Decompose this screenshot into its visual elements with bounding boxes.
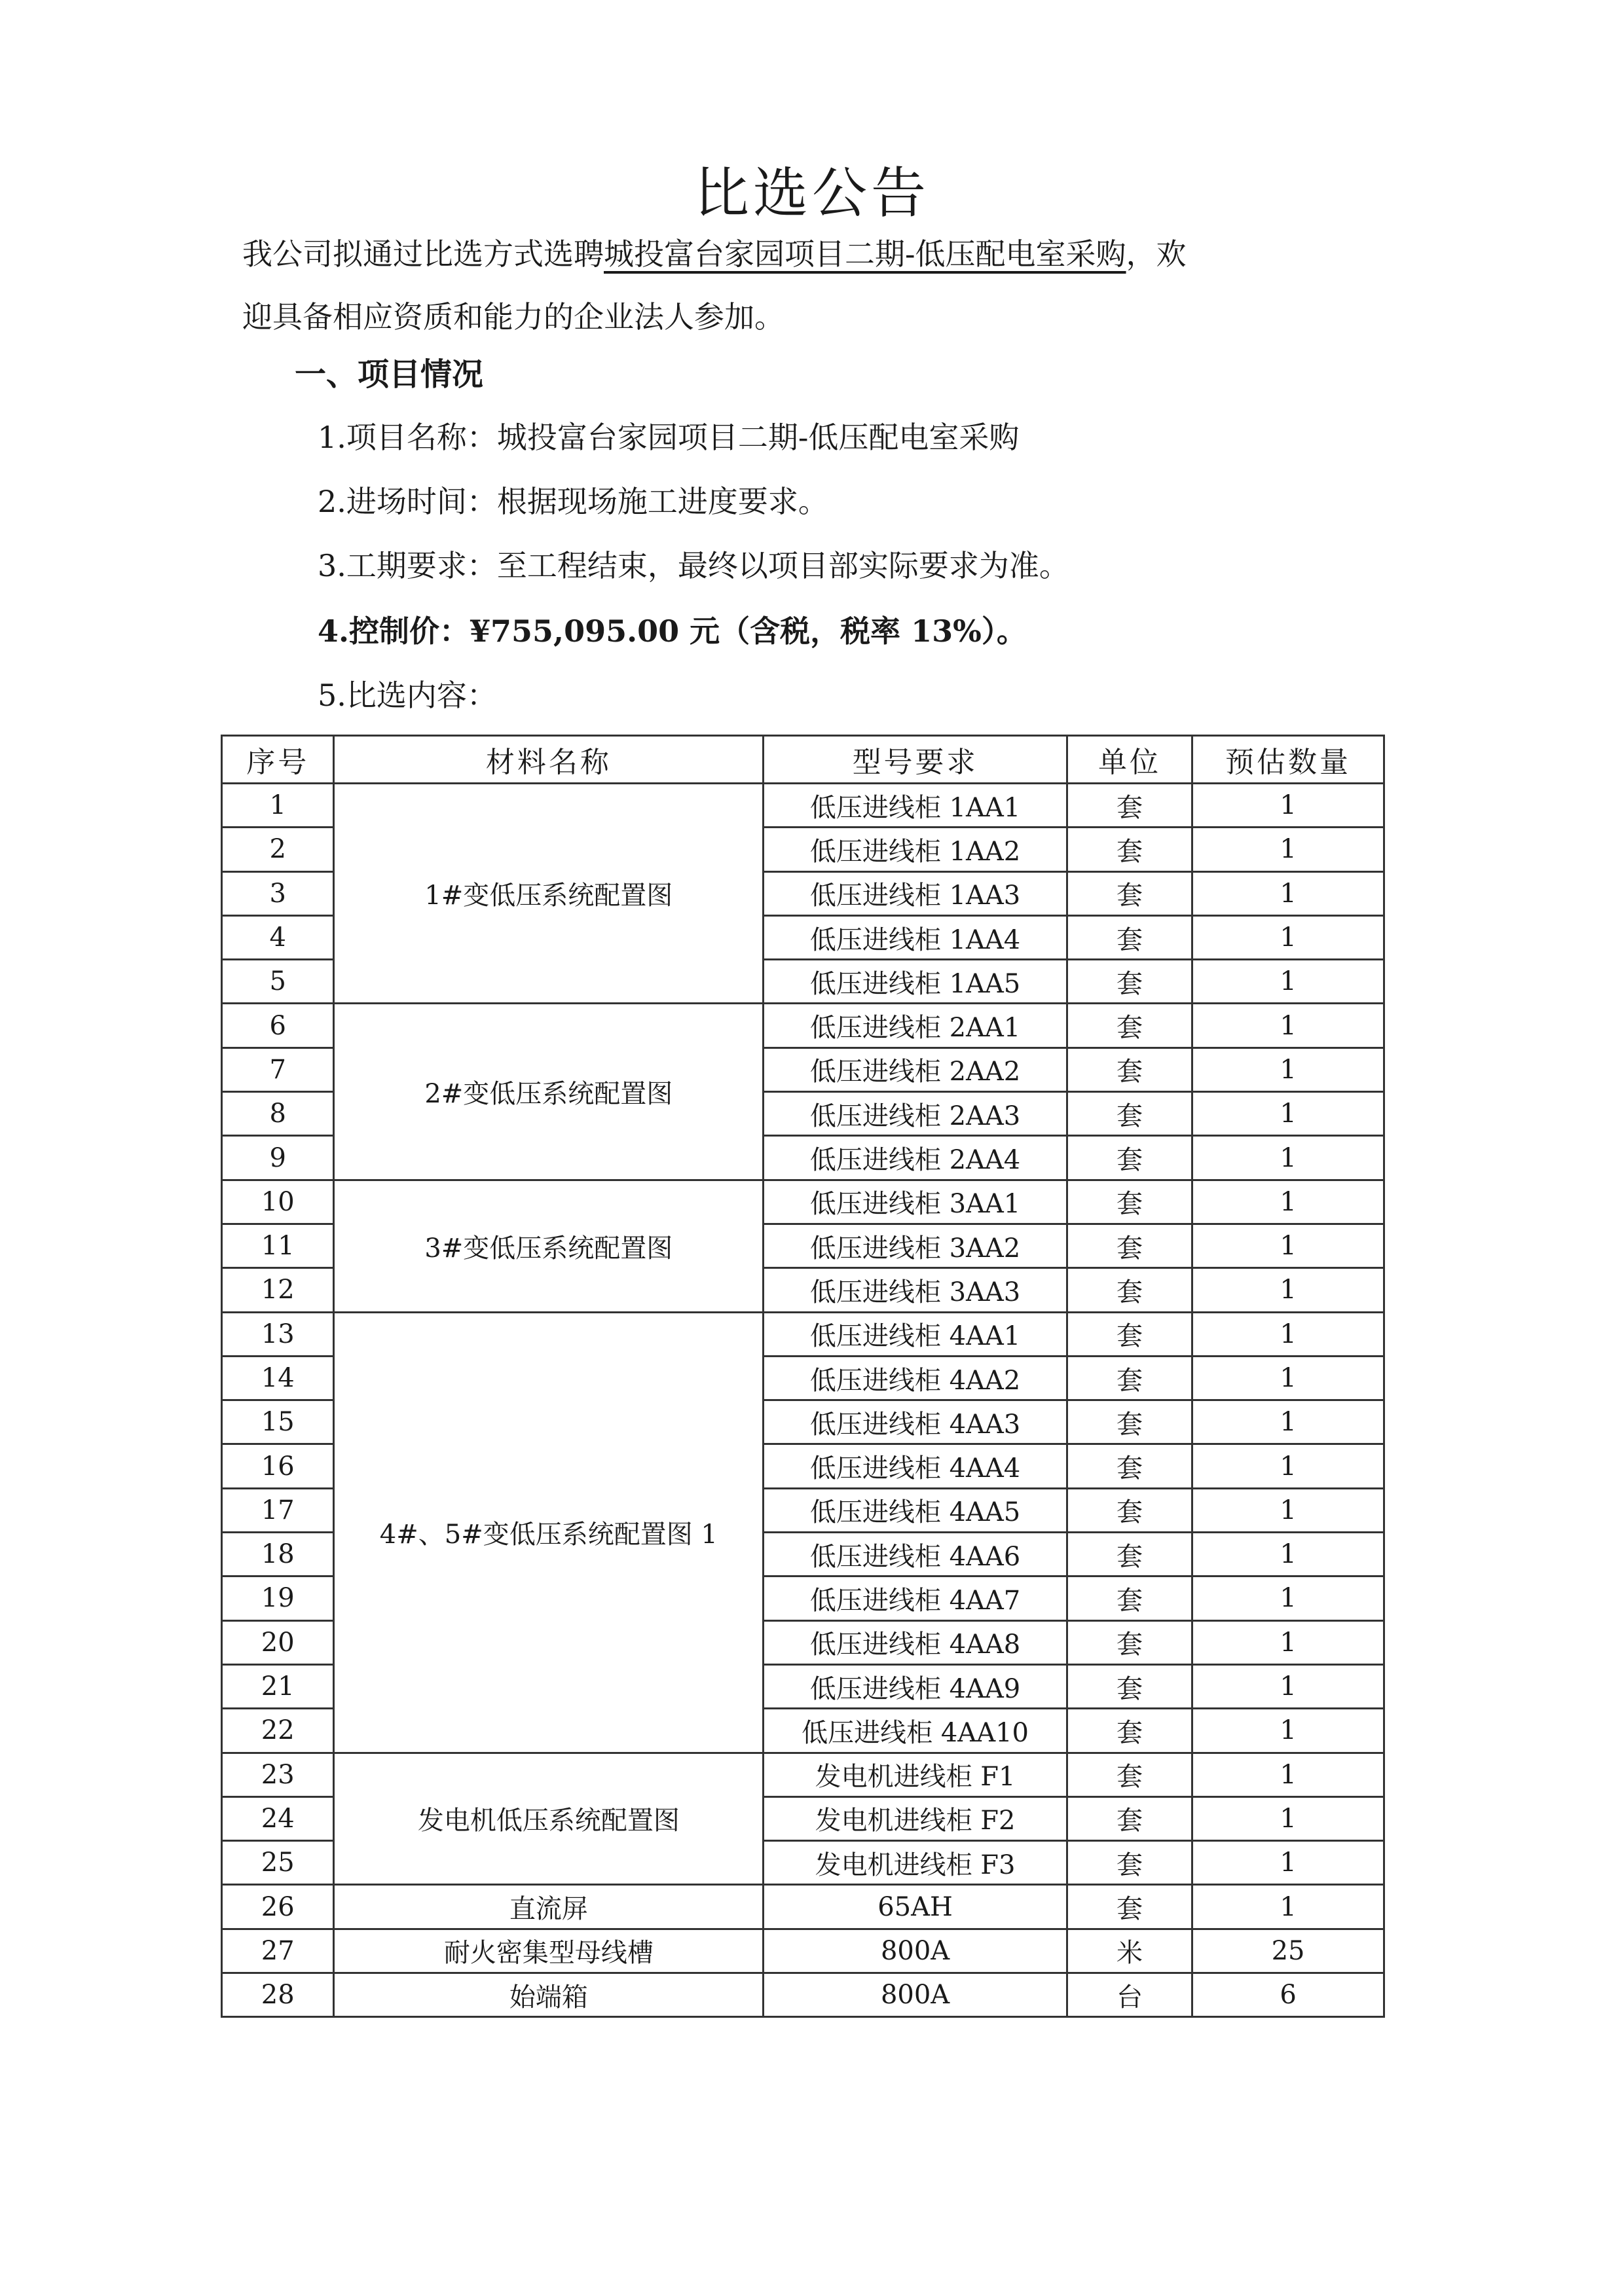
cell-quantity: 1 <box>1192 1885 1384 1929</box>
table-row <box>222 1180 1384 1224</box>
cell-quantity: 1 <box>1192 1180 1384 1224</box>
cell-quantity: 1 <box>1192 1048 1384 1091</box>
cell-quantity: 1 <box>1192 1488 1384 1532</box>
cell-unit: 套 <box>1067 1664 1192 1708</box>
cell-index: 6 <box>222 1004 334 1048</box>
cell-model: 低压进线柜 4AA2 <box>764 1356 1067 1400</box>
table-row <box>222 1753 1384 1796</box>
cell-material-name: 2#变低压系统配置图 <box>334 1004 764 1180</box>
cell-material-name: 4#、5#变低压系统配置图 1 <box>334 1312 764 1753</box>
cell-quantity: 1 <box>1192 1400 1384 1444</box>
cell-unit: 套 <box>1067 1576 1192 1620</box>
item-project-name: 1.项目名称：城投富台家园项目二期-低压配电室采购 <box>318 420 1020 455</box>
cell-quantity: 1 <box>1192 1444 1384 1488</box>
intro-line2: 迎具备相应资质和能力的企业法人参加。 <box>242 299 784 335</box>
cell-quantity: 1 <box>1192 1004 1384 1048</box>
cell-index: 21 <box>222 1664 334 1708</box>
cell-model: 低压进线柜 4AA7 <box>764 1576 1067 1620</box>
cell-quantity: 1 <box>1192 1533 1384 1576</box>
cell-quantity: 1 <box>1192 915 1384 959</box>
cell-model: 低压进线柜 1AA2 <box>764 828 1067 871</box>
cell-material-name: 始端箱 <box>334 1973 764 2017</box>
cell-index: 3 <box>222 871 334 915</box>
cell-model: 低压进线柜 4AA8 <box>764 1620 1067 1664</box>
cell-model: 低压进线柜 4AA9 <box>764 1664 1067 1708</box>
cell-quantity: 1 <box>1192 1664 1384 1708</box>
cell-unit: 套 <box>1067 1753 1192 1796</box>
cell-quantity: 1 <box>1192 1620 1384 1664</box>
cell-material-name: 耐火密集型母线槽 <box>334 1929 764 1973</box>
cell-model: 低压进线柜 4AA1 <box>764 1312 1067 1356</box>
cell-quantity: 1 <box>1192 828 1384 871</box>
cell-unit: 套 <box>1067 1841 1192 1885</box>
cell-unit: 套 <box>1067 1400 1192 1444</box>
cell-model: 低压进线柜 1AA1 <box>764 784 1067 828</box>
cell-index: 17 <box>222 1488 334 1532</box>
materials-table <box>221 735 1385 2018</box>
cell-model: 低压进线柜 4AA10 <box>764 1709 1067 1753</box>
cell-index: 27 <box>222 1929 334 1973</box>
table-row <box>222 1929 1384 1973</box>
item-duration: 3.工期要求：至工程结束，最终以项目部实际要求为准。 <box>318 548 1069 583</box>
cell-quantity: 1 <box>1192 1224 1384 1267</box>
cell-model: 低压进线柜 3AA1 <box>764 1180 1067 1224</box>
cell-quantity: 1 <box>1192 1312 1384 1356</box>
table-row <box>222 1973 1384 2017</box>
cell-model: 低压进线柜 2AA3 <box>764 1092 1067 1136</box>
cell-model: 800A <box>764 1973 1067 2017</box>
cell-index: 4 <box>222 915 334 959</box>
cell-unit: 套 <box>1067 1796 1192 1840</box>
intro-paragraph <box>242 223 1388 285</box>
cell-material-name: 发电机低压系统配置图 <box>334 1753 764 1885</box>
cell-index: 2 <box>222 828 334 871</box>
cell-quantity: 1 <box>1192 1268 1384 1312</box>
cell-index: 20 <box>222 1620 334 1664</box>
cell-unit: 套 <box>1067 1136 1192 1180</box>
cell-model: 低压进线柜 1AA5 <box>764 960 1067 1004</box>
cell-model: 低压进线柜 3AA2 <box>764 1224 1067 1267</box>
cell-unit: 台 <box>1067 1973 1192 2017</box>
section-heading: 一、项目情况 <box>295 356 484 393</box>
cell-unit: 套 <box>1067 1312 1192 1356</box>
cell-material-name: 直流屏 <box>334 1885 764 1929</box>
cell-index: 10 <box>222 1180 334 1224</box>
cell-index: 5 <box>222 960 334 1004</box>
cell-index: 18 <box>222 1533 334 1576</box>
cell-quantity: 1 <box>1192 1092 1384 1136</box>
table-header-row <box>222 736 1384 784</box>
item-content: 5.比选内容： <box>318 678 497 713</box>
table-row <box>222 1885 1384 1929</box>
cell-unit: 套 <box>1067 1048 1192 1091</box>
cell-unit: 套 <box>1067 1356 1192 1400</box>
cell-quantity: 1 <box>1192 784 1384 828</box>
intro-suffix: ，欢 <box>1126 236 1187 272</box>
cell-unit: 套 <box>1067 1620 1192 1664</box>
cell-unit: 套 <box>1067 1488 1192 1532</box>
cell-unit: 套 <box>1067 1268 1192 1312</box>
cell-unit: 套 <box>1067 1180 1192 1224</box>
cell-quantity: 1 <box>1192 1356 1384 1400</box>
cell-unit: 套 <box>1067 784 1192 828</box>
item-control-price: 4.控制价：¥755,095.00 元（含税，税率 13%）。 <box>318 613 1027 649</box>
cell-index: 22 <box>222 1709 334 1753</box>
cell-model: 低压进线柜 3AA3 <box>764 1268 1067 1312</box>
cell-material-name: 1#变低压系统配置图 <box>334 784 764 1004</box>
cell-model: 低压进线柜 4AA6 <box>764 1533 1067 1576</box>
cell-model: 低压进线柜 2AA2 <box>764 1048 1067 1091</box>
cell-index: 24 <box>222 1796 334 1840</box>
table-row <box>222 1312 1384 1356</box>
table-row <box>222 1004 1384 1048</box>
cell-unit: 套 <box>1067 828 1192 871</box>
cell-quantity: 1 <box>1192 1576 1384 1620</box>
cell-quantity: 1 <box>1192 1753 1384 1796</box>
cell-quantity: 1 <box>1192 960 1384 1004</box>
cell-index: 26 <box>222 1885 334 1929</box>
cell-quantity: 1 <box>1192 1796 1384 1840</box>
cell-unit: 套 <box>1067 1224 1192 1267</box>
cell-quantity: 1 <box>1192 1136 1384 1180</box>
cell-model: 发电机进线柜 F1 <box>764 1753 1067 1796</box>
cell-unit: 套 <box>1067 1709 1192 1753</box>
intro-prefix: 我公司拟通过比选方式选聘 <box>242 236 604 272</box>
cell-model: 低压进线柜 4AA3 <box>764 1400 1067 1444</box>
cell-model: 低压进线柜 2AA1 <box>764 1004 1067 1048</box>
cell-index: 14 <box>222 1356 334 1400</box>
header-material: 材料名称 <box>334 736 764 784</box>
cell-index: 28 <box>222 1973 334 2017</box>
cell-index: 7 <box>222 1048 334 1091</box>
cell-model: 发电机进线柜 F2 <box>764 1796 1067 1840</box>
cell-model: 800A <box>764 1929 1067 1973</box>
cell-unit: 套 <box>1067 915 1192 959</box>
cell-index: 12 <box>222 1268 334 1312</box>
cell-index: 1 <box>222 784 334 828</box>
cell-model: 低压进线柜 4AA5 <box>764 1488 1067 1532</box>
table-body <box>222 784 1384 2017</box>
page-title: 比选公告 <box>693 161 930 225</box>
intro-project-name: 城投富台家园项目二期-低压配电室采购 <box>604 236 1126 272</box>
header-unit: 单位 <box>1067 736 1192 784</box>
item-entry-time: 2.进场时间：根据现场施工进度要求。 <box>318 484 828 519</box>
cell-quantity: 6 <box>1192 1973 1384 2017</box>
cell-index: 11 <box>222 1224 334 1267</box>
cell-model: 低压进线柜 1AA3 <box>764 871 1067 915</box>
cell-index: 8 <box>222 1092 334 1136</box>
cell-index: 13 <box>222 1312 334 1356</box>
cell-unit: 套 <box>1067 1444 1192 1488</box>
header-model: 型号要求 <box>764 736 1067 784</box>
cell-unit: 套 <box>1067 871 1192 915</box>
cell-quantity: 25 <box>1192 1929 1384 1973</box>
cell-model: 低压进线柜 4AA4 <box>764 1444 1067 1488</box>
cell-quantity: 1 <box>1192 1709 1384 1753</box>
cell-quantity: 1 <box>1192 871 1384 915</box>
cell-model: 65AH <box>764 1885 1067 1929</box>
cell-index: 9 <box>222 1136 334 1180</box>
cell-index: 16 <box>222 1444 334 1488</box>
cell-unit: 套 <box>1067 1092 1192 1136</box>
cell-unit: 米 <box>1067 1929 1192 1973</box>
cell-unit: 套 <box>1067 1885 1192 1929</box>
table-row <box>222 784 1384 828</box>
cell-model: 低压进线柜 1AA4 <box>764 915 1067 959</box>
cell-index: 15 <box>222 1400 334 1444</box>
header-quantity: 预估数量 <box>1192 736 1384 784</box>
cell-unit: 套 <box>1067 1533 1192 1576</box>
cell-index: 25 <box>222 1841 334 1885</box>
cell-index: 23 <box>222 1753 334 1796</box>
cell-model: 发电机进线柜 F3 <box>764 1841 1067 1885</box>
cell-quantity: 1 <box>1192 1841 1384 1885</box>
cell-unit: 套 <box>1067 1004 1192 1048</box>
cell-unit: 套 <box>1067 960 1192 1004</box>
cell-model: 低压进线柜 2AA4 <box>764 1136 1067 1180</box>
header-index: 序号 <box>222 736 334 784</box>
cell-material-name: 3#变低压系统配置图 <box>334 1180 764 1312</box>
cell-index: 19 <box>222 1576 334 1620</box>
